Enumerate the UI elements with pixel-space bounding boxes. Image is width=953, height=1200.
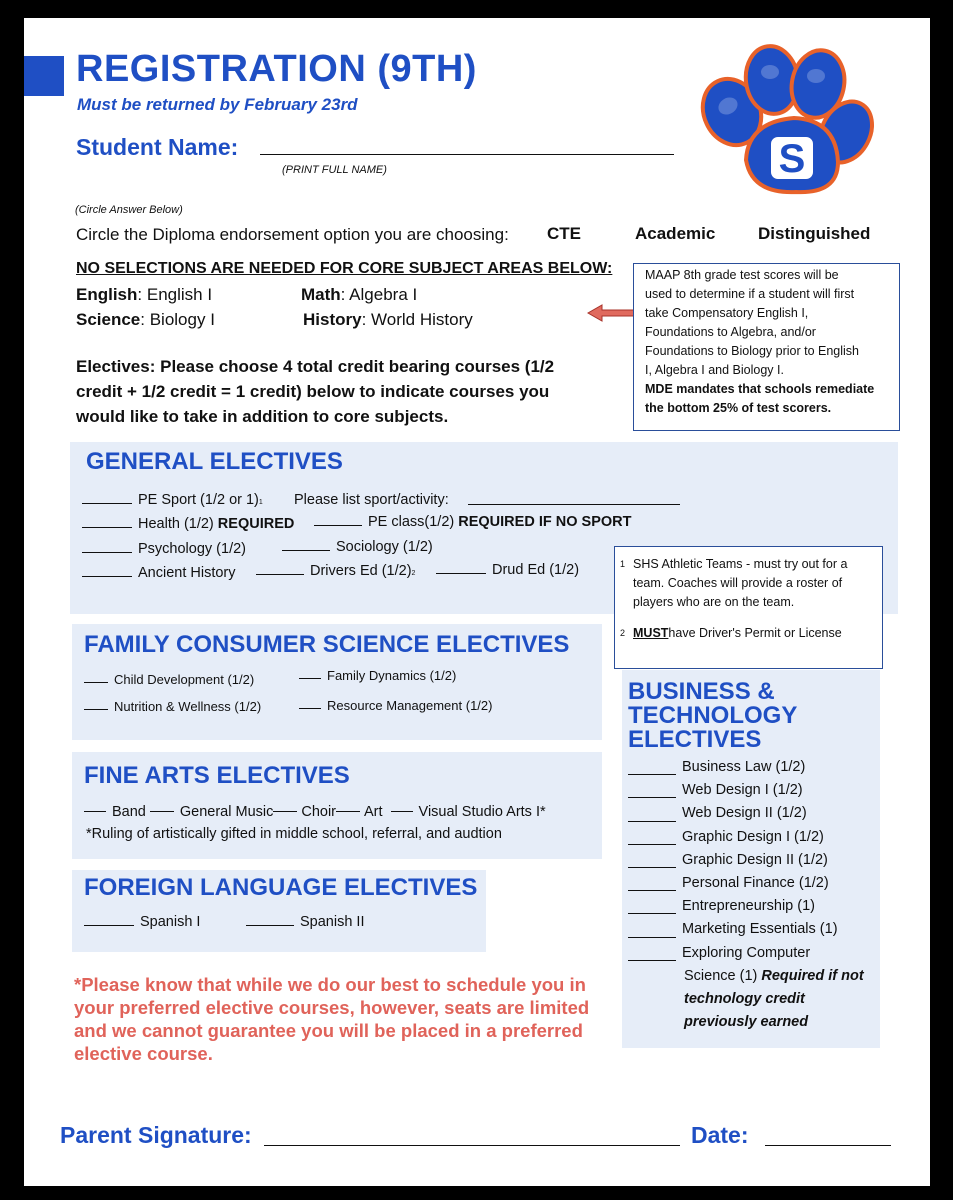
- fcs-electives-heading: FAMILY CONSUMER SCIENCE ELECTIVES: [84, 631, 570, 658]
- elective-family-dynamics[interactable]: Family Dynamics (1/2): [299, 668, 456, 683]
- arrow-left-icon: [586, 303, 638, 323]
- core-heading: NO SELECTIONS ARE NEEDED FOR CORE SUBJECT AREAS BELOW:: [76, 260, 613, 277]
- elective-spanish-1[interactable]: Spanish I: [84, 914, 200, 930]
- fine-arts-note: *Ruling of artistically gifted in middle school, referral, and audtion: [86, 826, 502, 842]
- elective-choir[interactable]: Choir: [273, 804, 336, 820]
- fine-arts-heading: FINE ARTS ELECTIVES: [84, 762, 350, 789]
- student-name-field[interactable]: [260, 154, 674, 155]
- elective-web-design-1[interactable]: Web Design I (1/2): [628, 779, 864, 802]
- electives-intro: Electives: Please choose 4 total credit bearing courses (1/2 credit + 1/2 credit = 1 credit) below to indicate courses you would like to take in addition to core subjects.: [76, 357, 555, 426]
- elective-marketing-essentials[interactable]: Marketing Essentials (1): [628, 918, 864, 941]
- elective-pe-sport[interactable]: PE Sport (1/2 or 1) 1: [82, 492, 263, 508]
- core-math: Math: Algebra I: [301, 285, 418, 304]
- elective-psychology[interactable]: Psychology (1/2): [82, 541, 246, 557]
- diploma-option-academic[interactable]: Academic: [635, 224, 716, 243]
- footnotes-box: 1 SHS Athletic Teams - must try out for a team. Coaches will provide a roster of players who are on the team. 2 MUST have Driver's Permit or License: [614, 546, 883, 669]
- elective-health[interactable]: Health (1/2) REQUIRED: [82, 516, 294, 532]
- core-science: Science: Biology I: [76, 310, 215, 329]
- student-name-hint: (PRINT FULL NAME): [282, 164, 387, 176]
- student-name-label: Student Name:: [76, 134, 239, 160]
- sport-activity-field[interactable]: [468, 504, 680, 505]
- elective-drivers-ed[interactable]: Drivers Ed (1/2) 2: [256, 563, 415, 579]
- elective-spanish-2[interactable]: Spanish II: [246, 914, 365, 930]
- elective-general-music[interactable]: General Music: [150, 804, 273, 820]
- elective-graphic-design-1[interactable]: Graphic Design I (1/2): [628, 826, 864, 849]
- fine-arts-row: [84, 804, 546, 820]
- parent-signature-field[interactable]: [264, 1145, 680, 1146]
- elective-band[interactable]: Band: [84, 804, 146, 820]
- paw-logo-icon: [696, 40, 876, 200]
- maap-note-box: MAAP 8th grade test scores will be used to determine if a student will first take Compensatory English I, Foundations to Algebra, and/or Foundations to Biology prior to English I, Algebra I and Biology I. MDE mandates that schools remediate the bottom 25% of test scorers.: [633, 263, 900, 431]
- elective-business-law[interactable]: Business Law (1/2): [628, 756, 864, 779]
- general-electives-heading: GENERAL ELECTIVES: [86, 448, 343, 475]
- core-history: History: World History: [303, 310, 473, 329]
- elective-drud-ed[interactable]: Drud Ed (1/2): [436, 562, 579, 578]
- elective-warning-note: *Please know that while we do our best to schedule you in your preferred elective courses, however, seats are limited and we cannot guarantee you will be placed in a preferred elective course.: [74, 974, 590, 1064]
- elective-nutrition-wellness[interactable]: Nutrition & Wellness (1/2): [84, 699, 261, 714]
- elective-resource-management[interactable]: Resource Management (1/2): [299, 698, 492, 713]
- circle-hint: (Circle Answer Below): [75, 204, 183, 216]
- business-tech-list: [628, 756, 864, 1034]
- elective-personal-finance[interactable]: Personal Finance (1/2): [628, 872, 864, 895]
- elective-visual-studio-arts[interactable]: Visual Studio Arts I*: [391, 804, 546, 820]
- foreign-language-heading: FOREIGN LANGUAGE ELECTIVES: [84, 874, 478, 901]
- page-subtitle: Must be returned by February 23rd: [77, 95, 358, 114]
- exploring-cs-req-2: technology credit: [684, 991, 805, 1008]
- exploring-cs-detail: Science (1) Required if not: [684, 967, 864, 984]
- logo-letter: S: [778, 137, 806, 181]
- elective-exploring-computer-science[interactable]: Exploring Computer: [628, 942, 864, 965]
- sport-activity-label: Please list sport/activity:: [294, 492, 449, 508]
- elective-pe-class[interactable]: PE class(1/2) REQUIRED IF NO SPORT: [314, 514, 631, 530]
- elective-graphic-design-2[interactable]: Graphic Design II (1/2): [628, 849, 864, 872]
- elective-ancient-history[interactable]: Ancient History: [82, 565, 236, 581]
- elective-art[interactable]: Art: [336, 804, 383, 820]
- diploma-prompt: Circle the Diploma endorsement option you are choosing:: [76, 225, 509, 244]
- business-tech-heading: BUSINESS & TECHNOLOGY ELECTIVES: [628, 678, 798, 753]
- parent-signature-label: Parent Signature:: [60, 1122, 252, 1148]
- elective-child-development[interactable]: Child Development (1/2): [84, 672, 254, 687]
- diploma-option-distinguished[interactable]: Distinguished: [758, 224, 871, 243]
- diploma-option-cte[interactable]: CTE: [547, 224, 581, 243]
- registration-form-page: [24, 18, 930, 1186]
- date-field[interactable]: [765, 1145, 891, 1146]
- core-english: English: English I: [76, 285, 213, 304]
- date-label: Date:: [691, 1122, 749, 1148]
- exploring-cs-req-3: previously earned: [684, 1014, 809, 1031]
- elective-sociology[interactable]: Sociology (1/2): [282, 539, 433, 555]
- elective-entrepreneurship[interactable]: Entrepreneurship (1): [628, 895, 864, 918]
- page-title: REGISTRATION (9TH): [76, 48, 477, 90]
- header-accent-bar: [24, 56, 64, 96]
- elective-web-design-2[interactable]: Web Design II (1/2): [628, 802, 864, 825]
